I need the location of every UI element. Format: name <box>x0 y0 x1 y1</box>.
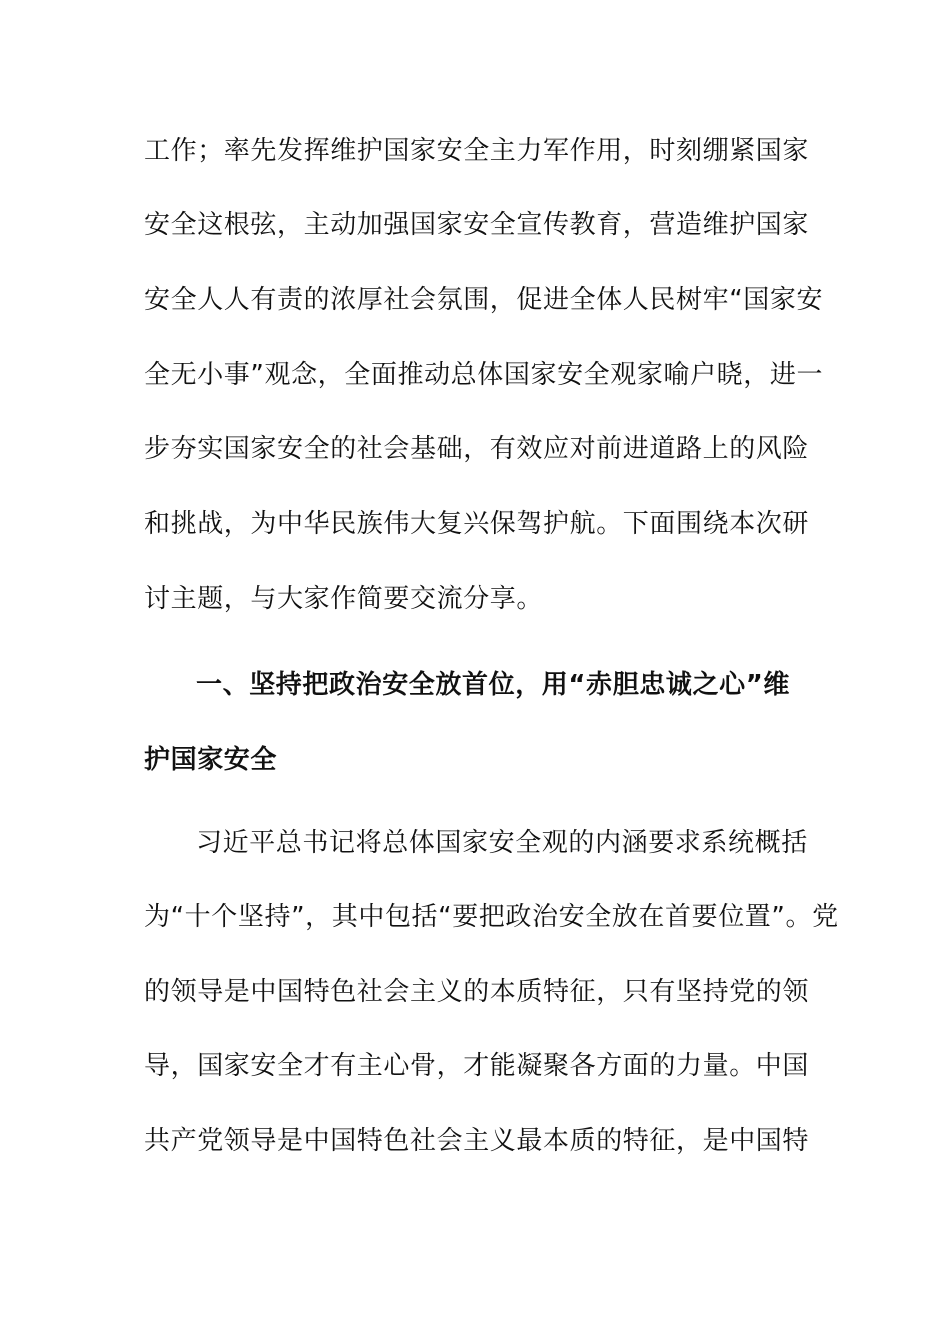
text-line: 步夯实国家安全的社会基础，有效应对前进道路上的风险 <box>144 434 810 464</box>
text-line: 全无小事”观念，全面推动总体国家安全观家喻户晓，进一 <box>144 360 824 390</box>
text-line: 讨主题，与大家作简要交流分享。 <box>144 584 544 614</box>
text-line: 安全人人有责的浓厚社会氛围，促进全体人民树牢“国家安 <box>144 285 824 315</box>
text-line: 的领导是中国特色社会主义的本质特征，只有坚持党的领 <box>144 977 810 1007</box>
text-line: 共产党领导是中国特色社会主义最本质的特征，是中国特 <box>144 1126 810 1156</box>
section-heading-line: 护国家安全 <box>144 745 278 775</box>
text-line: 工作；率先发挥维护国家安全主力军作用，时刻绷紧国家 <box>144 136 810 166</box>
text-line: 为“十个坚持”，其中包括“要把政治安全放在首要位置”。党 <box>144 902 839 932</box>
section-heading-line: 一、坚持把政治安全放首位，用“赤胆忠诚之心”维 <box>196 670 790 700</box>
text-line: 安全这根弦，主动加强国家安全宣传教育，营造维护国家 <box>144 210 810 240</box>
text-line: 和挑战，为中华民族伟大复兴保驾护航。下面围绕本次研 <box>144 509 810 539</box>
text-line: 习近平总书记将总体国家安全观的内涵要求系统概括 <box>196 828 808 858</box>
text-line: 导，国家安全才有主心骨，才能凝聚各方面的力量。中国 <box>144 1051 810 1081</box>
